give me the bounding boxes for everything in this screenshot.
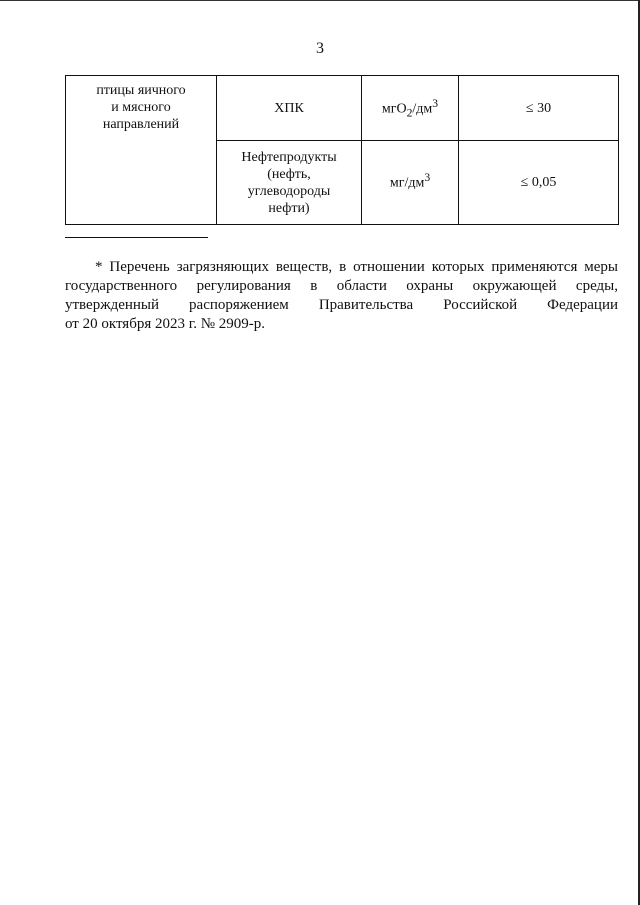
indicator-line: Нефтепродукты xyxy=(241,149,337,165)
group-label-line: и мясного xyxy=(111,100,171,115)
footnote xyxy=(65,258,618,334)
indicator-line: ХПК xyxy=(274,100,304,116)
group-cell xyxy=(66,76,217,225)
indicator-line: (нефть, xyxy=(267,166,311,182)
unit-cell xyxy=(362,76,459,141)
norms-table xyxy=(65,75,619,225)
footnote-line: * Перечень загрязняющих веществ, в отношении которых применяются меры xyxy=(95,259,618,275)
page-number: 3 xyxy=(316,40,324,57)
unit-prefix: мгO xyxy=(381,101,407,117)
unit-cell xyxy=(362,141,459,225)
table-row xyxy=(66,76,619,141)
footnote-line: государственного регулирования в области охраны окружающей среды, xyxy=(65,278,618,294)
indicator-cell xyxy=(217,141,362,225)
indicator-cell xyxy=(217,76,362,141)
footnote-line: утвержденный распоряжением Правительства Российской Федерации xyxy=(65,297,618,313)
indicator-line: углеводороды xyxy=(247,183,331,199)
scan-edge-top xyxy=(0,0,640,1)
value-cell: ≤ 30 xyxy=(459,76,619,141)
group-label-line: птицы яичного xyxy=(96,83,186,98)
unit-prefix: мг/дм xyxy=(389,175,425,191)
group-label-line: направлений xyxy=(102,117,180,132)
unit-superscript: 3 xyxy=(432,96,439,110)
unit-mid: /дм xyxy=(412,101,433,117)
value-cell: ≤ 0,05 xyxy=(459,141,619,225)
footnote-separator xyxy=(65,237,208,238)
indicator-line: нефти) xyxy=(268,200,310,216)
footnote-line: от 20 октября 2023 г. № 2909-р. xyxy=(65,316,266,332)
unit-superscript: 3 xyxy=(424,171,431,185)
unit-subscript: 2 xyxy=(406,106,413,120)
